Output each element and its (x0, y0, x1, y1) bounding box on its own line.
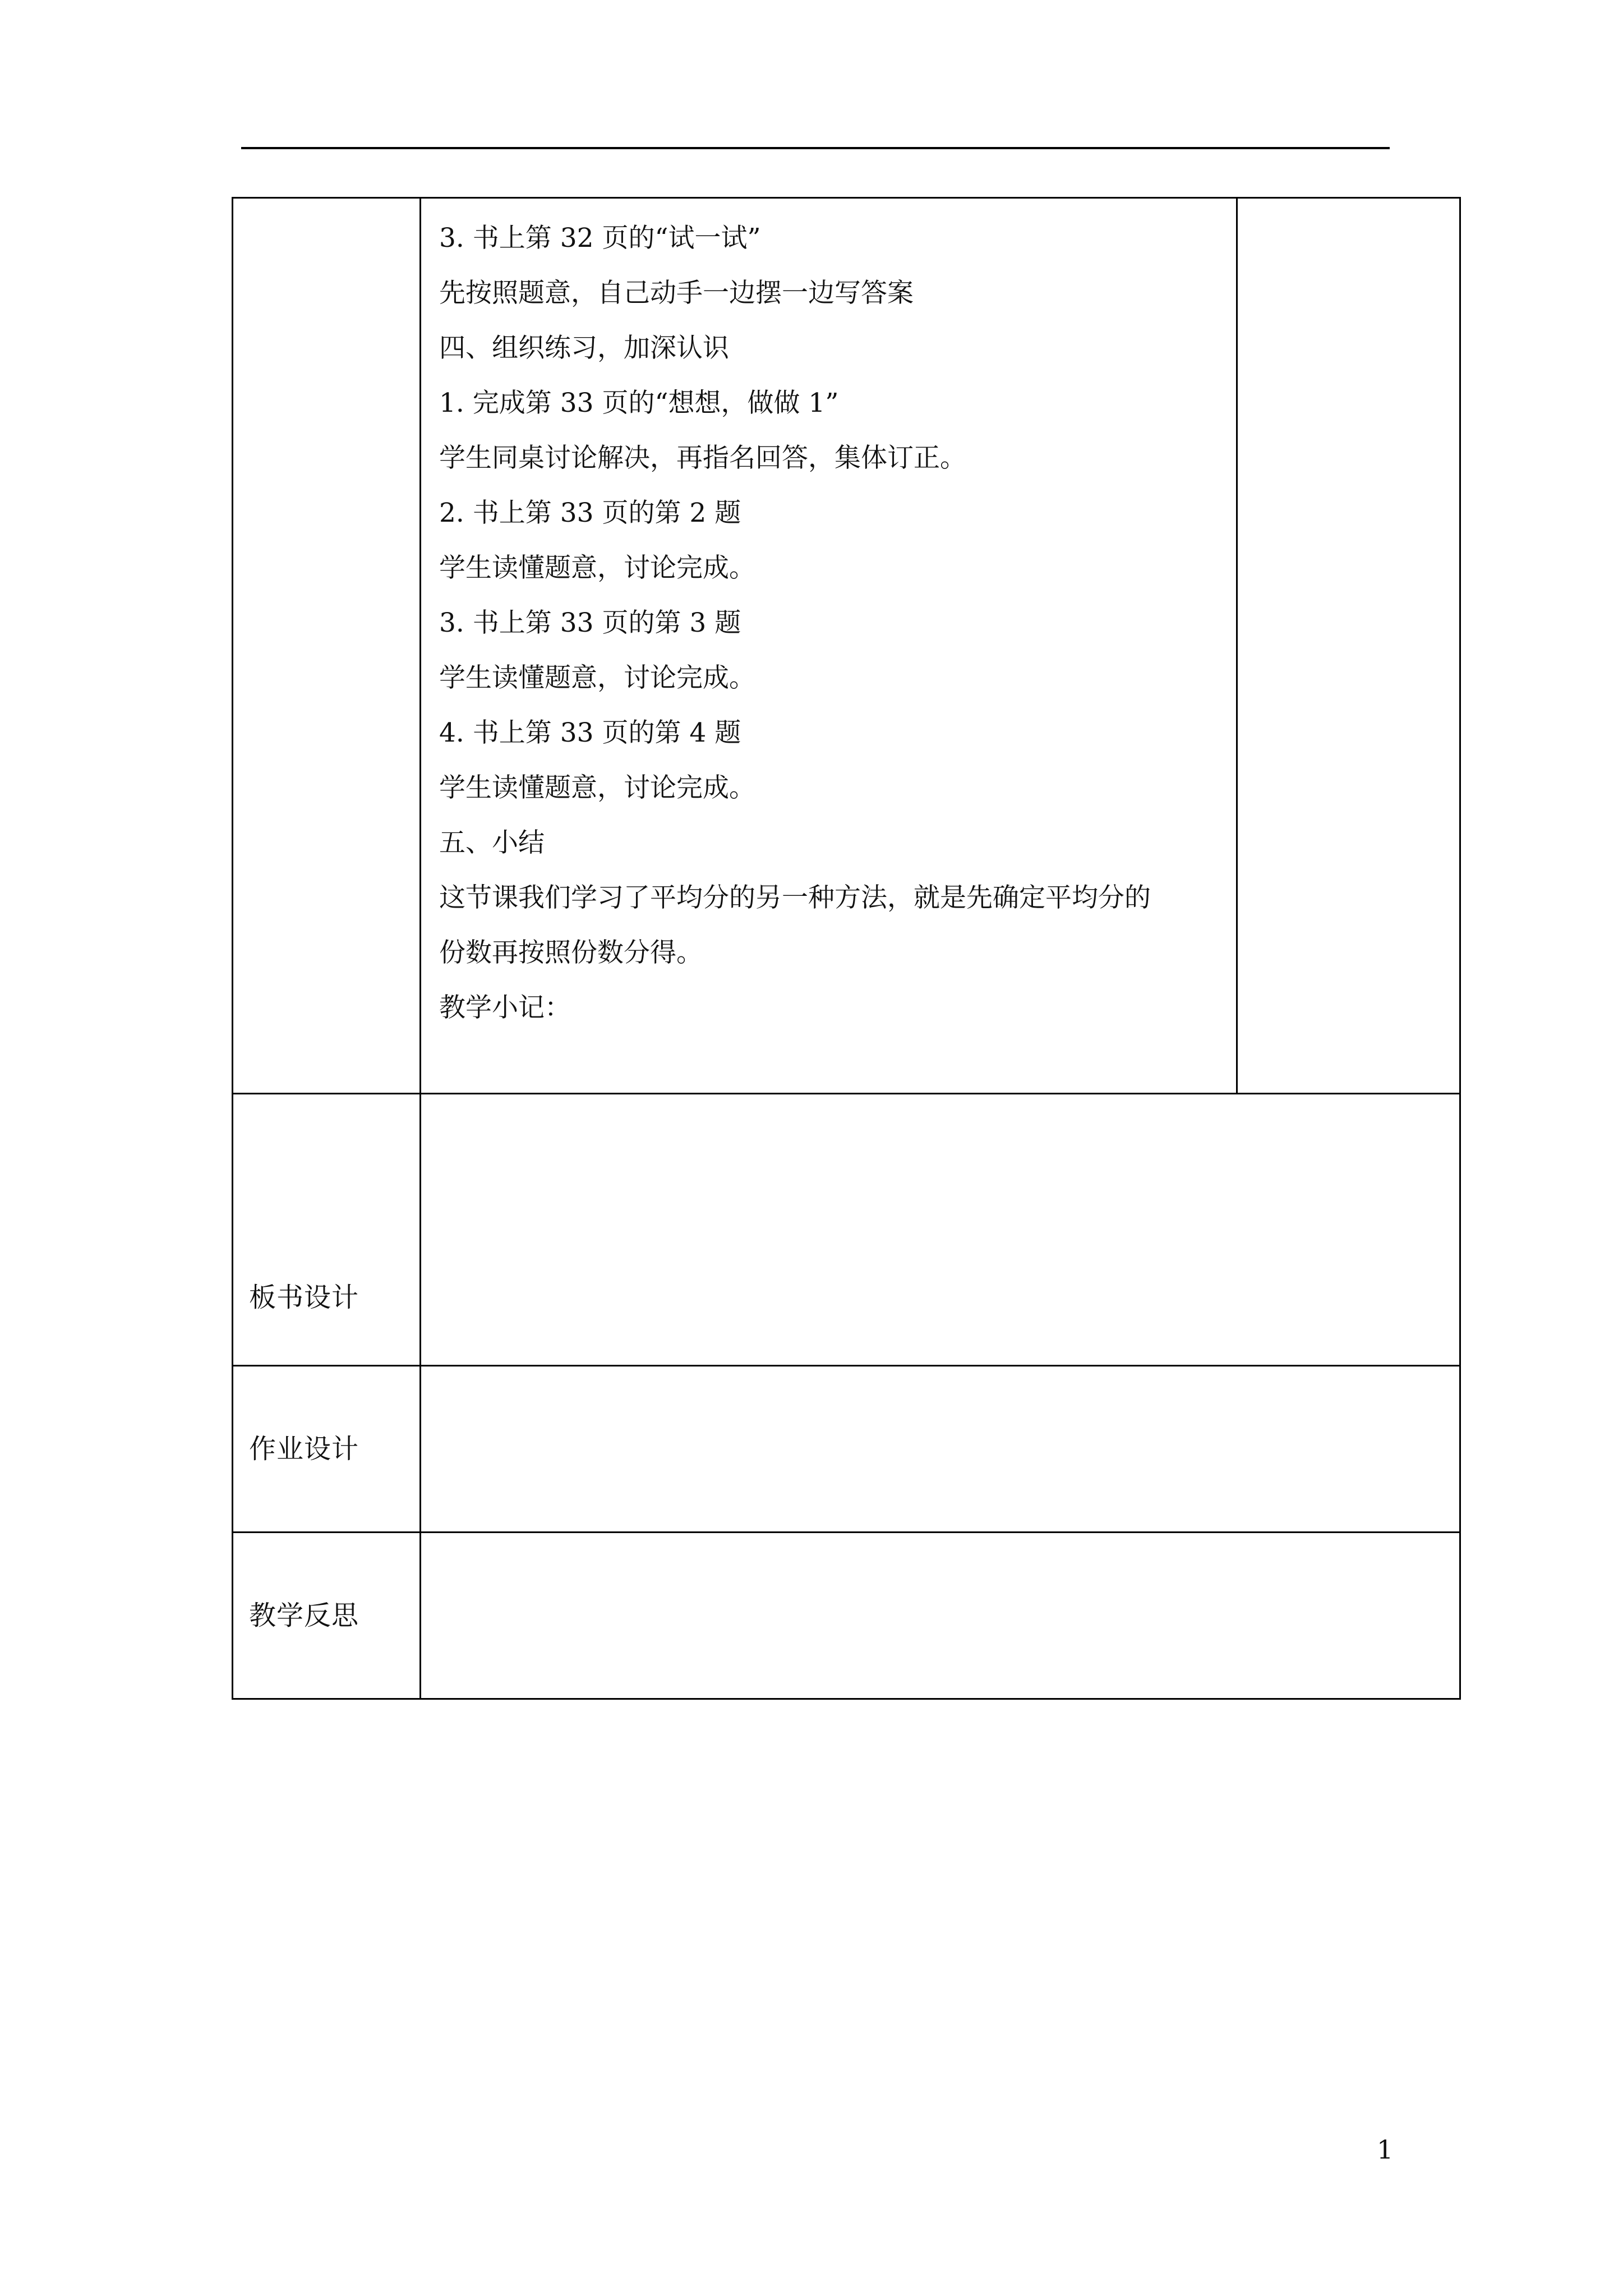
process-line: 2. 书上第 33 页的第 2 题 (439, 498, 741, 528)
lesson-plan-table (232, 197, 1461, 1700)
board-design-row (233, 1094, 1460, 1366)
process-line: 1. 完成第 33 页的“想想，做做 1” (439, 388, 839, 418)
process-line: 教学小记： (439, 992, 571, 1023)
teaching-reflection-label: 教学反思 (249, 1600, 359, 1631)
process-line: 学生同桌讨论解决，再指名回答，集体订正。 (439, 443, 966, 473)
process-line: 学生读懂题意，讨论完成。 (439, 772, 755, 803)
process-notes-cell (1237, 198, 1460, 1094)
homework-design-content-cell (421, 1366, 1460, 1533)
process-line: 先按照题意，自己动手一边摆一边写答案 (439, 278, 914, 309)
process-line: 四、组织练习，加深认识 (439, 333, 729, 364)
page-number: 1 (1377, 2134, 1394, 2165)
teaching-process-row (233, 198, 1460, 1094)
process-line: 份数再按照份数分得。 (439, 937, 703, 968)
process-line: 3. 书上第 32 页的“试一试” (439, 223, 761, 254)
process-label-cell (233, 198, 421, 1094)
board-design-label-cell (233, 1094, 421, 1366)
process-line: 这节课我们学习了平均分的另一种方法，就是先确定平均分的 (439, 882, 1151, 913)
teaching-reflection-label-cell (233, 1533, 421, 1699)
teaching-reflection-row (233, 1533, 1460, 1699)
process-line: 学生读懂题意，讨论完成。 (439, 662, 755, 693)
board-design-label: 板书设计 (249, 1282, 359, 1313)
homework-design-label: 作业设计 (249, 1433, 359, 1465)
process-line: 4. 书上第 33 页的第 4 题 (439, 717, 741, 748)
homework-design-row (233, 1366, 1460, 1533)
board-design-content-cell (421, 1094, 1460, 1366)
teaching-reflection-content-cell (421, 1533, 1460, 1699)
header-rule (241, 147, 1390, 149)
process-line: 学生读懂题意，讨论完成。 (439, 553, 755, 583)
process-line: 五、小结 (439, 827, 545, 858)
process-line: 3. 书上第 33 页的第 3 题 (439, 608, 741, 638)
homework-design-label-cell (233, 1366, 421, 1533)
process-content-cell (421, 198, 1237, 1094)
